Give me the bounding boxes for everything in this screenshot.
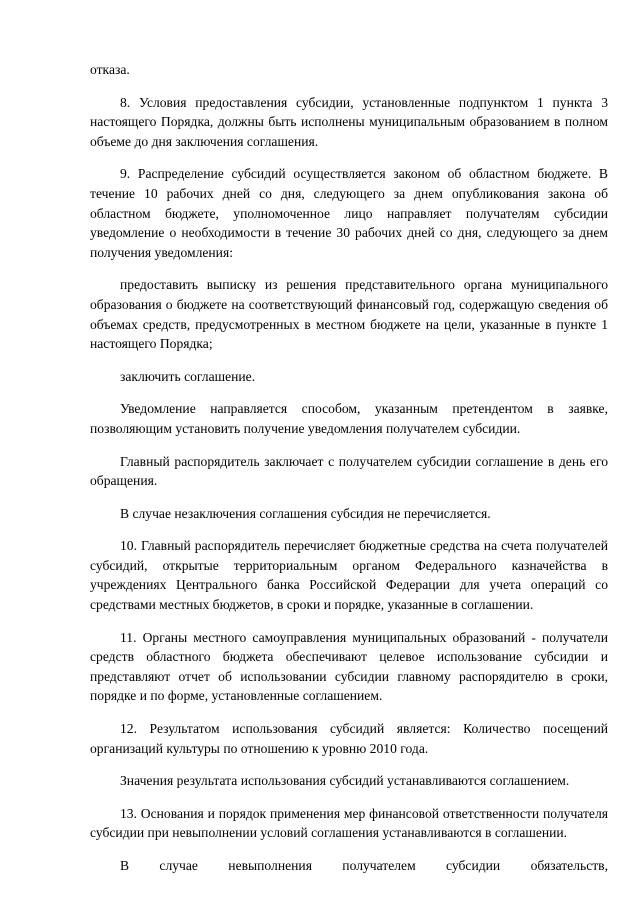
paragraph-conclude-agreement: заключить соглашение. [120,368,256,384]
paragraph-item-13: 13. Основания и порядок применения мер финансовой ответственности получателя субсидии при невыполнении условий соглашения устанавливаются в соглашении. [90,805,608,841]
paragraph-main-distributor: Главный распорядитель заключает с получателем субсидии соглашение в день его обращения. [90,453,608,489]
paragraph-notification-method: Уведомление направляется способом, указанным претендентом в заявке, позволяющим установить получение уведомления получателем субсидии. [90,401,608,436]
paragraph-non-fulfillment: В случае невыполнения получателем субсидии обязательств, [120,858,608,873]
paragraph-continuation: отказа. [90,62,130,77]
paragraph-item-11: 11. Органы местного самоуправления муниципальных образований - получатели средств областного бюджета обеспечивают целевое использование субсидии и представляют отчет об использовании субсидии главному распорядителю в сроки, порядке и по форме, установленные соглашением. [90,629,608,704]
paragraph-item-9: 9. Распределение субсидий осуществляется законом об областном бюджете. В течение 10 рабочих дней со дня, следующего за днем опубликования закона об областном бюджете, уполномоченное лицо направляет получателям субсидии уведомление о необходимости в течение 30 рабочих дней со дня, следующего за днем получения уведомления: [90,166,608,260]
paragraph-item-10: 10. Главный распорядитель перечисляет бюджетные средства на счета получателей субсидий, открытые территориальным органом Федерального казначейства в учреждениях Центрального банка Российской Федерации для учета операций со средствами местных бюджетов, в сроки и порядке, указанные в соглашении. [90,538,608,613]
paragraph-non-conclusion: В случае незаключения соглашения субсидия не перечисляется. [120,505,491,521]
paragraph-item-12: 12. Результатом использования субсидий является: Количество посещений организаций культуры по отношению к уровню 2010 года. [90,721,608,756]
paragraph-item-8: 8. Условия предоставления субсидии, установленные подпунктом 1 пункта 3 настоящего Порядка, должны быть исполнены муниципальным образованием в полном объеме до дня заключения соглашения. [90,94,608,149]
document-page [90,60,608,889]
paragraph-extract-requirement: предоставить выписку из решения представительного органа муниципального образования о бюджете на соответствующий финансовый год, содержащую сведения об объемах средств, предусмотренных в местном бюджете на цели, указанные в пункте 1 настоящего Порядка; [90,277,608,352]
paragraph-result-values: Значения результата использования субсидий устанавливаются соглашением. [120,773,570,789]
